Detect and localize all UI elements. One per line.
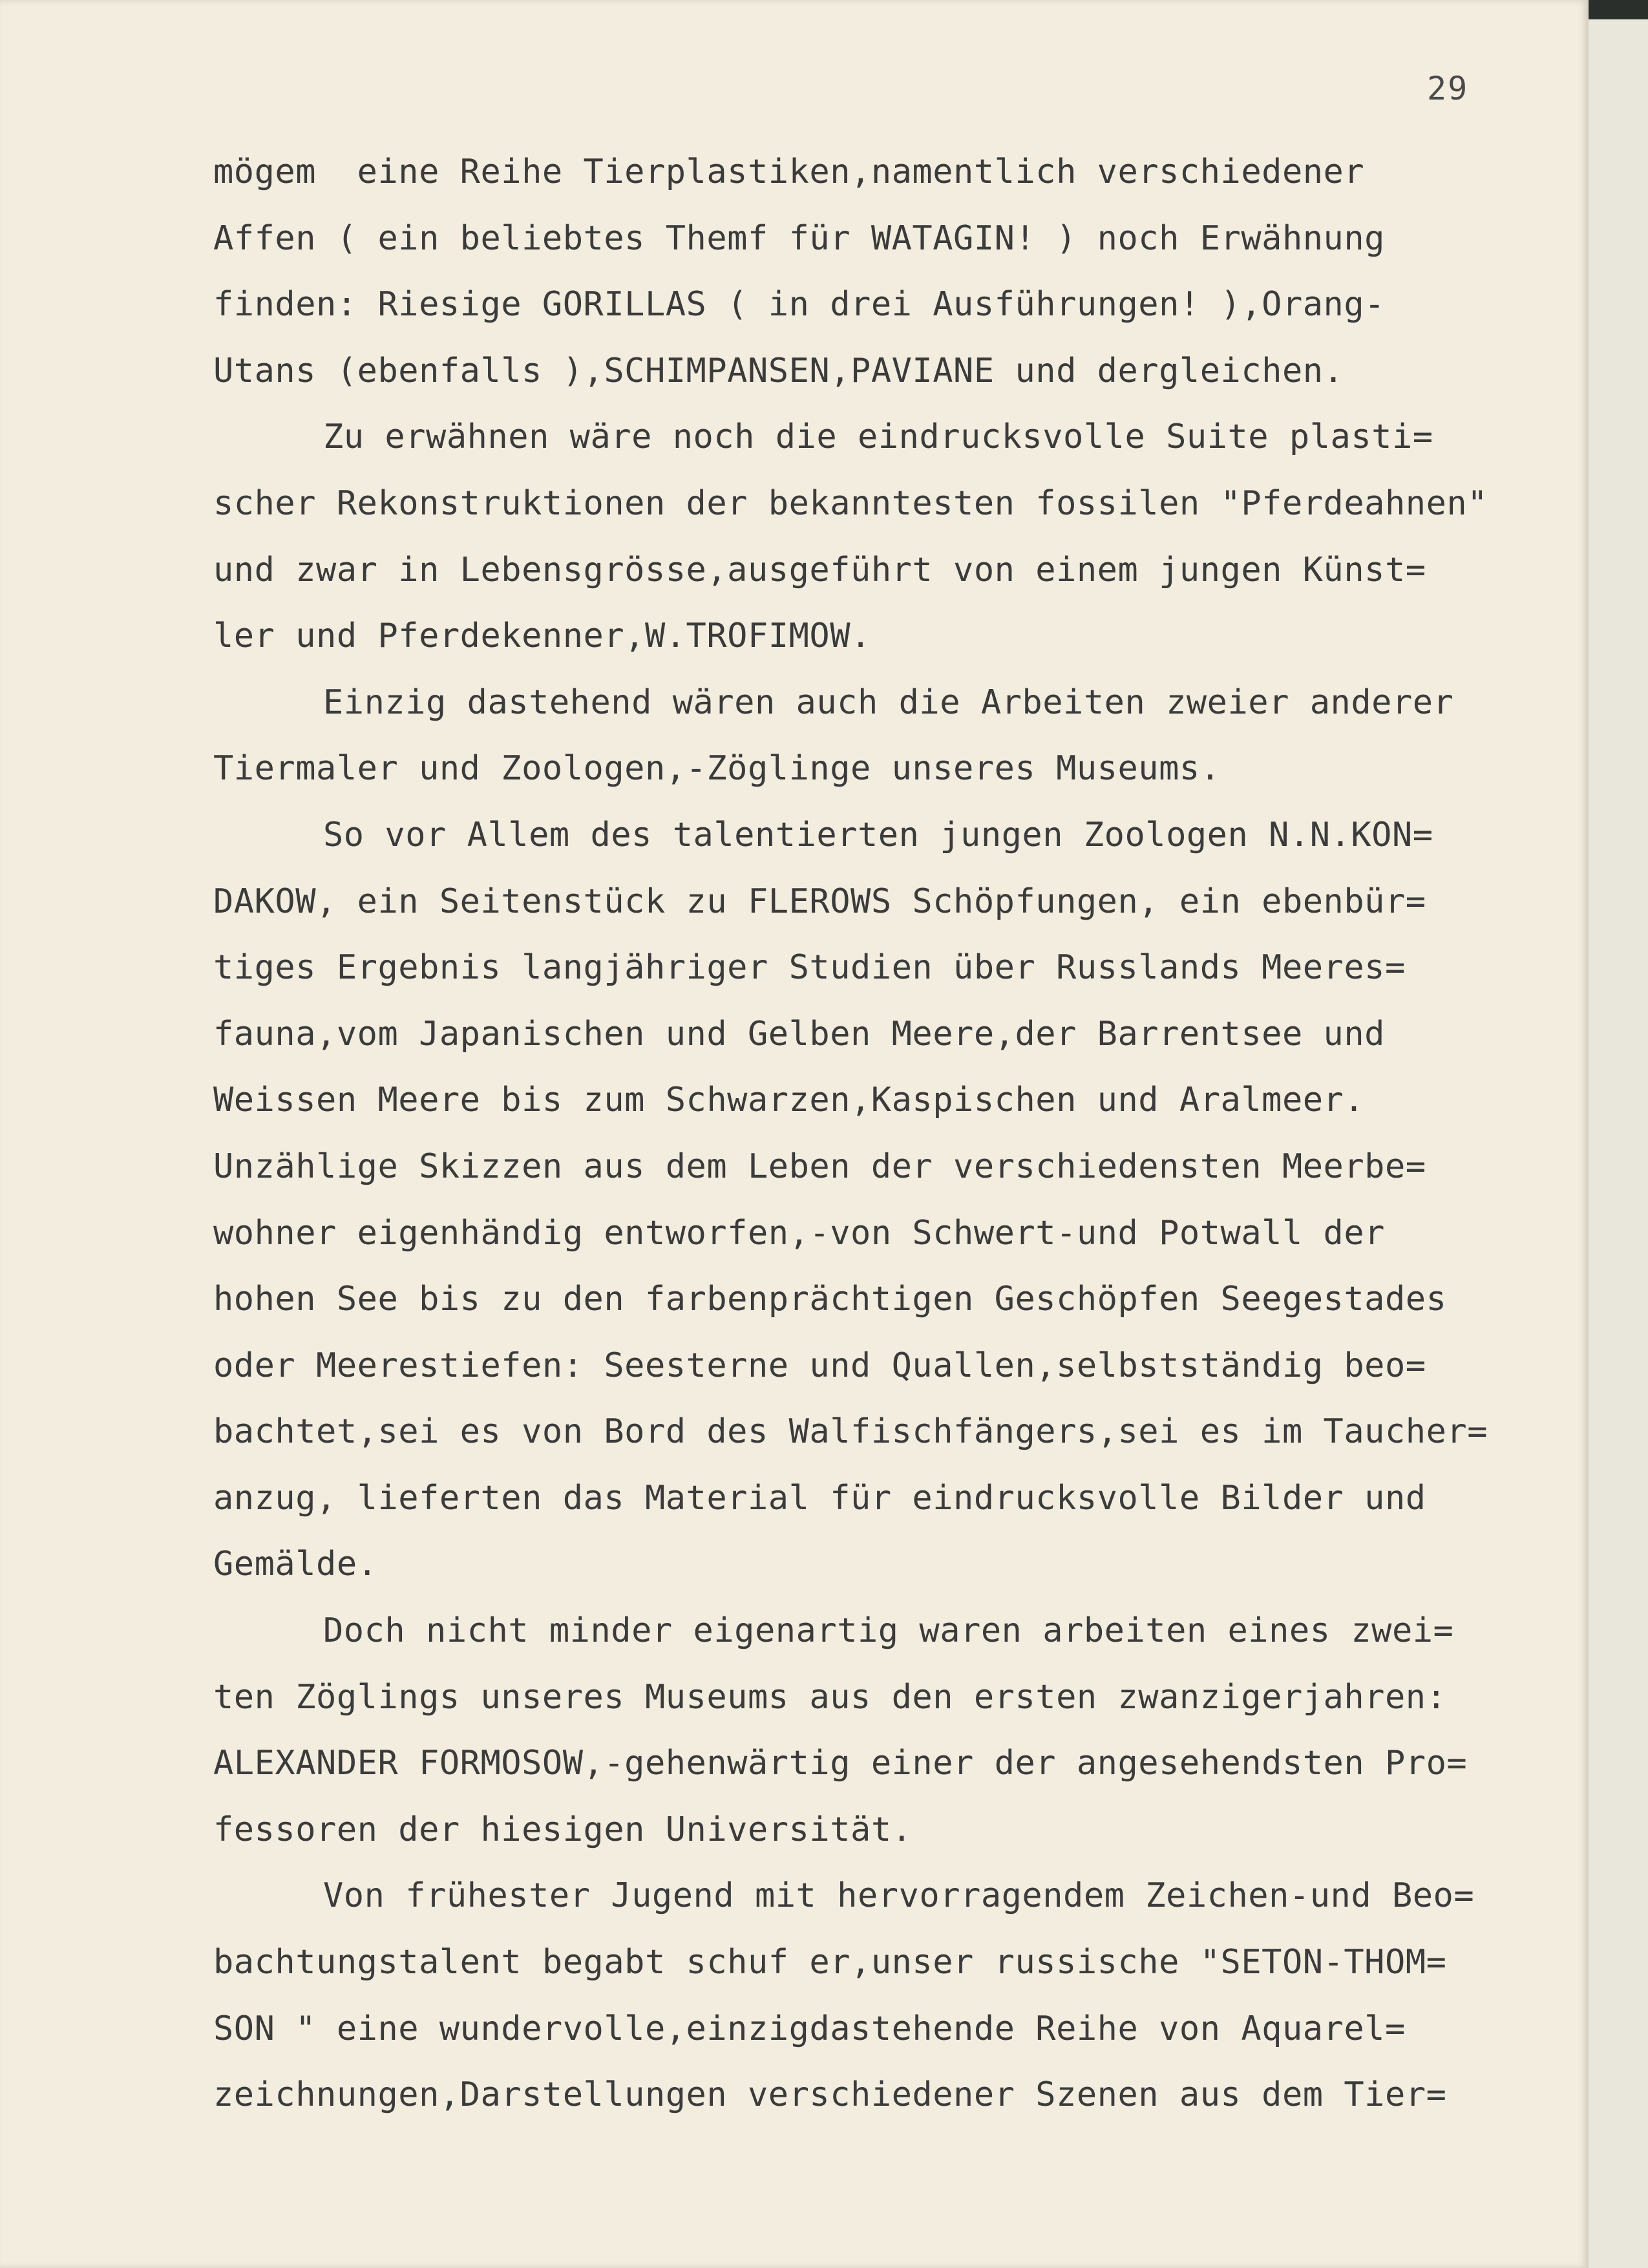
text-line: Unzählige Skizzen aus dem Leben der verschiedensten Meerbe= — [213, 1147, 1426, 1186]
text-line: bachtungstalent begabt schuf er,unser russische "SETON-THOM= — [213, 1943, 1447, 1982]
text-line: fauna,vom Japanischen und Gelben Meere,der Barrentsee und — [213, 1014, 1385, 1054]
text-line: Von frühester Jugend mit hervorragendem Zeichen-und Beo= — [323, 1876, 1475, 1916]
text-line: und zwar in Lebensgrösse,ausgeführt von einem jungen Künst= — [213, 550, 1426, 589]
text-line: hohen See bis zu den farbenprächtigen Geschöpfen Seegestades — [213, 1280, 1447, 1319]
text-line: tiges Ergebnis langjähriger Studien über Russlands Meeres= — [213, 948, 1406, 988]
text-line: bachtet,sei es von Bord des Walfischfängers,sei es im Taucher= — [213, 1412, 1488, 1452]
text-line: Einzig dastehend wären auch die Arbeiten zweier anderer — [323, 683, 1454, 722]
text-line: So vor Allem des talentierten jungen Zoologen N.N.KON= — [323, 815, 1433, 854]
text-line: fessoren der hiesigen Universität. — [213, 1810, 913, 1849]
text-line: finden: Riesige GORILLAS ( in drei Ausführungen! ),Orang- — [213, 285, 1385, 324]
page-number: 29 — [1427, 70, 1469, 107]
text-line: ALEXANDER FORMOSOW,-gehenwärtig einer der angesehendsten Pro= — [213, 1744, 1468, 1783]
text-line: wohner eigenhändig entworfen,-von Schwert-und Potwall der — [213, 1213, 1385, 1253]
text-line: Tiermaler und Zoologen,-Zöglinge unseres Museums. — [213, 749, 1221, 789]
text-line: SON " eine wundervolle,einzigdastehende Reihe von Aquarel= — [213, 2009, 1406, 2048]
text-line: ten Zöglings unseres Museums aus den ersten zwanzigerjahren: — [213, 1677, 1447, 1717]
text-line: ler und Pferdekenner,W.TROFIMOW. — [213, 617, 871, 656]
text-line: Gemälde. — [213, 1545, 378, 1584]
text-line: oder Meerestiefen: Seesterne und Quallen,selbstständig beo= — [213, 1346, 1426, 1385]
text-line: scher Rekonstruktionen der bekanntesten fossilen "Pferdeahnen" — [213, 483, 1488, 523]
text-line: Zu erwähnen wäre noch die eindrucksvolle Suite plasti= — [323, 418, 1433, 457]
text-line: Doch nicht minder eigenartig waren arbeiten eines zwei= — [323, 1611, 1454, 1651]
text-line: Weissen Meere bis zum Schwarzen,Kaspischen und Aralmeer. — [213, 1081, 1365, 1120]
text-line: Utans (ebenfalls ),SCHIMPANSEN,PAVIANE und dergleichen. — [213, 351, 1344, 390]
text-line: Affen ( ein beliebtes Themf für WATAGIN! ) noch Erwähnung — [213, 218, 1385, 258]
typewritten-text-body — [213, 139, 1590, 2128]
text-line: anzug, lieferten das Material für eindrucksvolle Bilder und — [213, 1478, 1426, 1518]
text-line: mögem eine Reihe Tierplastiken,namentlich verschiedener — [213, 153, 1365, 191]
page-edge — [1589, 19, 1648, 2268]
text-line: DAKOW, ein Seitenstück zu FLEROWS Schöpfungen, ein ebenbür= — [213, 882, 1426, 921]
text-line: zeichnungen,Darstellungen verschiedener Szenen aus dem Tier= — [213, 2075, 1447, 2115]
